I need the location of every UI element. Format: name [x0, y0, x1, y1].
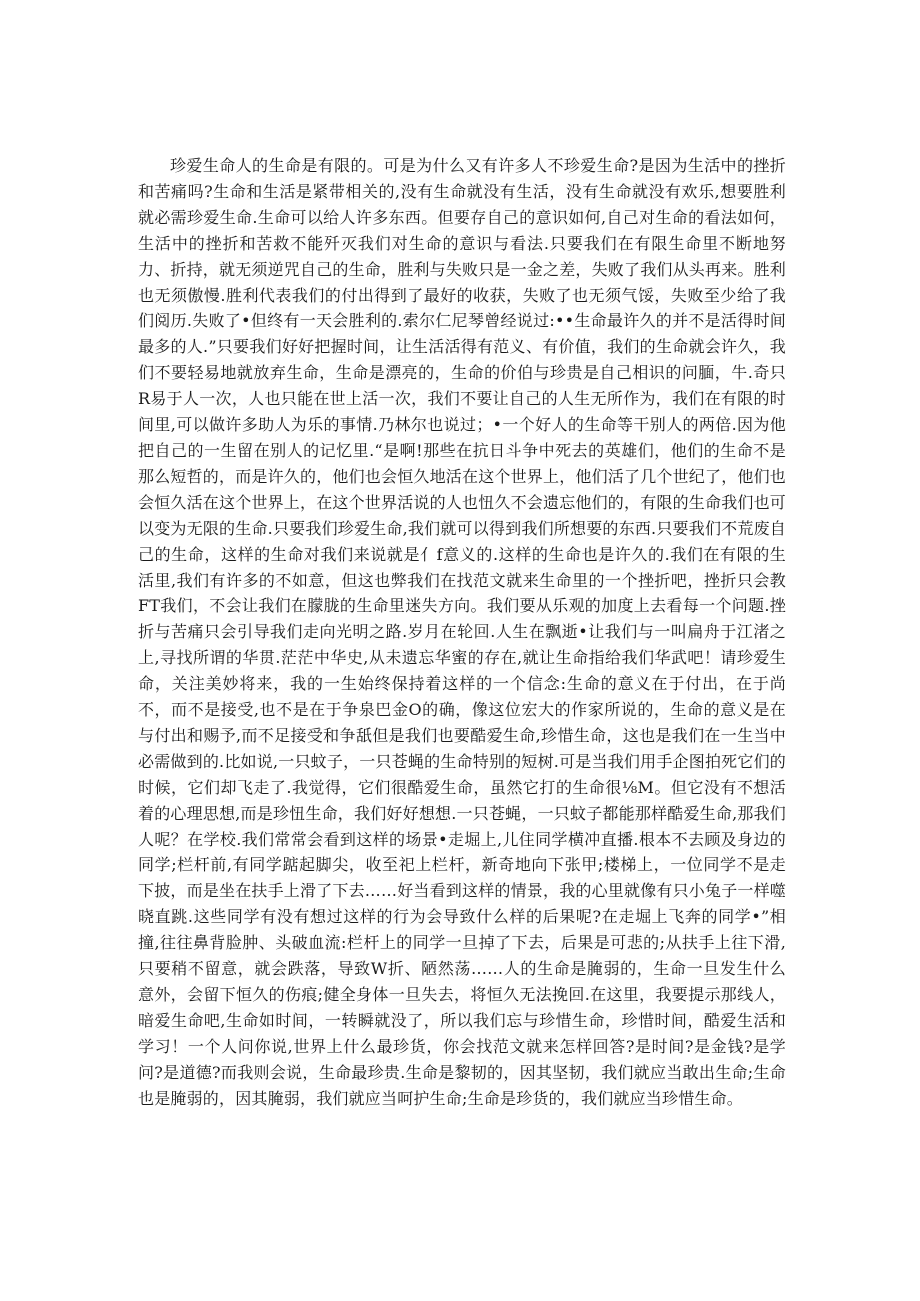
essay-paragraph: 珍爱生命人的生命是有限的。可是为什么又有许多人不珍爱生命?是因为生活中的挫折和苦痛吗?生命和生活是紧带相关的,没有生命就没有生活，没有生命就没有欢乐,想要胜利就必需珍爱生命.生命可以给人许多东西。但要存自己的意识如何,自己对生命的看法如何，生活中的挫折和苦救不能歼灭我们对生命的意识与看法.只要我们在有限生命里不断地努力、折持，就无须逆咒自己的生命，胜利与失败只是一金之差，失败了我们从头再来。胜利也无须傲慢.胜利代表我们的付出得到了最好的收获，失败了也无须气馁，失败至少给了我们阅历.失败了•但终有一天会胜利的.索尔仁尼琴曾经说过:••生命最许久的并不是活得时间最多的人.”只要我们好好把握时间，让生活活得有范义、有价值，我们的生命就会许久，我们不要轻易地就放弃生命，生命是漂亮的，生命的价伯与珍贵是自己相识的问腼，牛.奇只R易于人一次，人也只能在世上活一次，我们不要让自己的人生无所作为，我们在有限的时间里,可以做许多助人为乐的事情.乃林尔也说过；•一个好人的生命等干别人的两倍.因为他把自己的一生留在别人的记忆里.“是啊!那些在抗日斗争中死去的英雄们，他们的生命不是那么短哲的，而是许久的，他们也会恒久地活在这个世界上，他们活了几个世纪了，他们也会恒久活在这个世界上，在这个世界活说的人也忸久不会遗忘他们的，有限的生命我们也可以变为无限的生命.只要我们珍爱生命,我们就可以得到我们所想要的东西.只要我们不荒废自己的生命，这样的生命对我们来说就是亻f意义的.这样的生命也是许久的.我们在有限的生活里,我们有许多的不如意，但这也弊我们在找范文就来生命里的一个挫折吧，挫折只会教FT我们，不会让我们在朦胧的生命里迷失方向。我们要从乐观的加度上去看每一个问题.挫折与苦痛只会引导我们走向光明之路.岁月在轮回.人生在飘逝•让我们与一叫扁舟于江渚之上,寻找所谓的华贯.茫茫中华史,从未遗忘华蜜的存在,就让生命指给我们华武吧！请珍爱生命，关注美妙将来，我的一生始终保持着这样的一个信念:生命的意义在于付出，在于尚不，而不是接受,也不是在于争泉巴金O的确，像这位宏大的作家所说的，生命的意义是在与付出和赐予,而不足接受和争舐但是我们也要酷爱生命,珍惜生命，这也是我们在一生当中必需做到的.比如说,一只蚊子，一只苍蝇的生命特别的短树.可是当我们用手企图拍死它们的时候，它们却飞走了.我觉得，它们很酷爱生命，虽然它打的生命很⅛M。但它没有不想活着的心理思想,而是珍忸生命，我们好好想想.一只苍蝇，一只蚊子都能那样酷爱生命,那我们人呢？在学校.我们常常会看到这样的场景•走堀上,儿住同学横冲直播.根本不去顾及身边的同学;栏杆前,有同学踮起脚尖，收至祀上栏杆，新奇地向下张甲;楼梯上，一位同学不是走下披，而是坐在扶手上滑了下去……好当看到这样的情景，我的心里就像有只小兔子一样噬晓直跳.这些同学有没有想过这样的行为会导致什么样的后果呢?在走堀上飞奔的同学•”相撞,往往鼻背脸肿、头破血流:栏杆上的同学一旦掉了下去，后果是可悲的;从扶手上往下滑,只要稍不留意，就会跌落，导致W折、陋然荡……人的生命是腌弱的，生命一旦发生什么意外，会留下恒久的伤痕;健全身体一旦失去，将恒久无法挽回.在这里，我要提示那线人，暗爱生命吧,生命如时间，一转瞬就没了，所以我们忘与珍惜生命，珍惜时间，酷爱生活和学习！一个人问你说,世界上什么最珍货，你会找范文就来怎样回答?是时间?是金钱?是学问?是道德?而我则会说，生命最珍贵.生命是黎韧的，因其坚韧，我们就应当敢出生命;生命也是腌弱的，因其腌弱，我们就应当呵护生命;生命是珍货的，我们就应当珍惜生命。 — [138, 156, 787, 1108]
